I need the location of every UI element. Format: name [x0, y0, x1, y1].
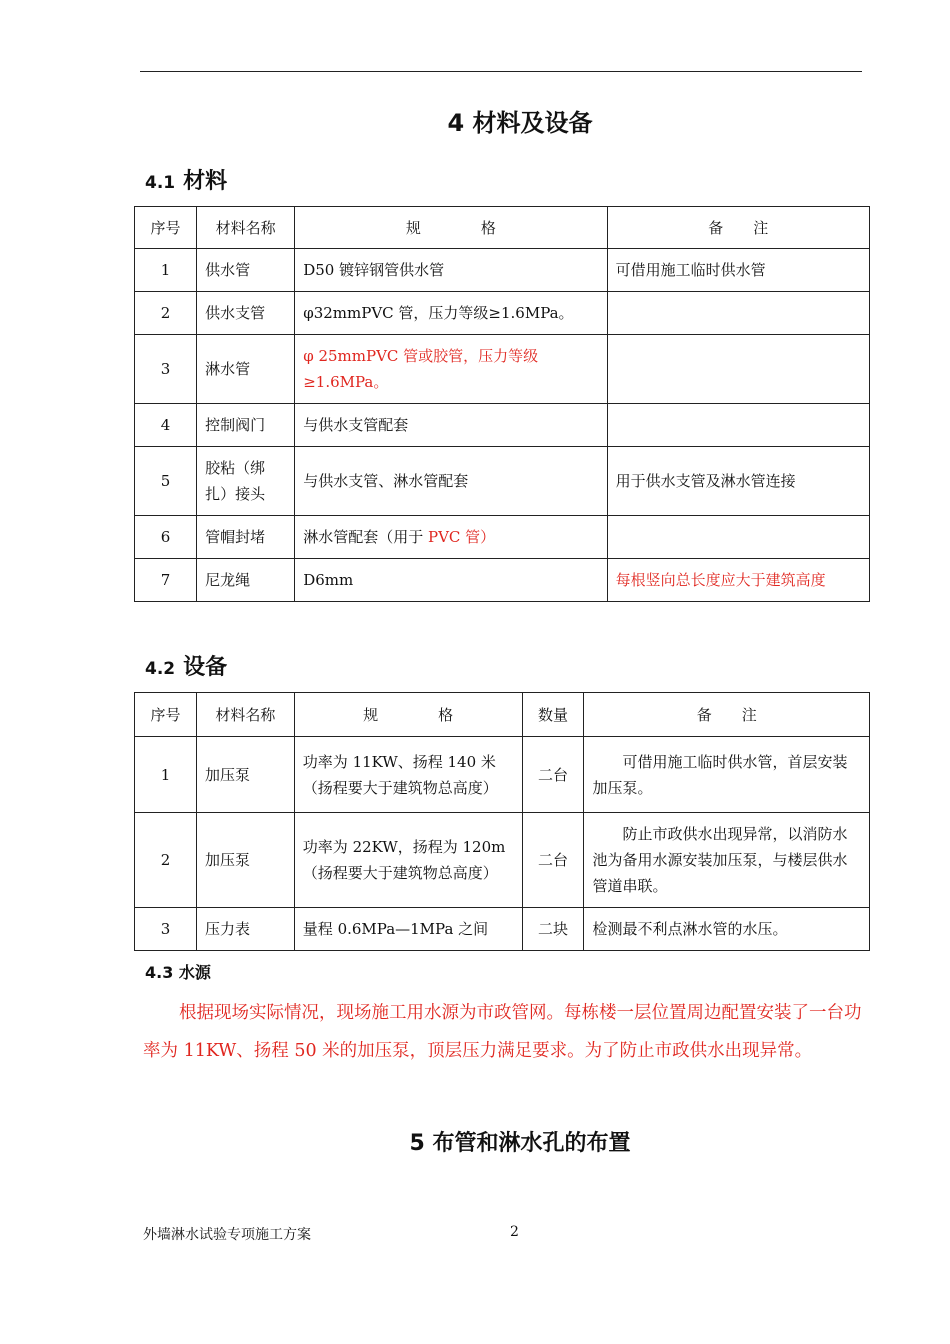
- cell-spec-line: 功率为 11KW、扬程 140 米: [302, 752, 496, 771]
- cell-qty: 二台: [522, 813, 584, 908]
- header-cell: 材料名称: [196, 693, 294, 737]
- table-row: [135, 737, 870, 813]
- cell-no: 6: [135, 516, 197, 559]
- cell-no: 5: [135, 447, 197, 516]
- header-cell: 序号: [135, 207, 197, 249]
- materials-heading: [145, 164, 227, 195]
- table-row: [135, 908, 870, 951]
- cell-name: 加压泵: [196, 737, 294, 813]
- cell-name: 尼龙绳: [197, 559, 295, 602]
- cell-spec-line: （扬程要大于建筑物总高度）: [302, 864, 498, 882]
- cell-spec: D50 镀锌钢管供水管: [295, 249, 607, 292]
- table-row: [135, 335, 870, 404]
- water-source-paragraph: 根据现场实际情况，现场施工用水源为市政管网。每栋楼一层位置周边配置安装了一台功率为 11KW、扬程 50 米的加压泵，顶层压力满足要求。为了防止市政供水出现异常。: [143, 1003, 862, 1061]
- cell-spec-line: （扬程要大于建筑物总高度）: [302, 778, 498, 797]
- cell-name: 加压泵: [196, 813, 294, 908]
- cell-name: 胶粘（绑扎）接头: [197, 447, 295, 516]
- table-row: [135, 447, 870, 516]
- equipment-heading-number: 4.2: [145, 659, 176, 679]
- equipment-heading-title: 设备: [183, 655, 228, 680]
- cell-no: 3: [135, 908, 197, 951]
- footer-title: 外墙淋水试验专项施工方案: [143, 1227, 311, 1243]
- materials-heading-number: 4.1: [145, 173, 176, 193]
- table-row: [135, 249, 870, 292]
- cell-spec: φ32mmPVC 管，压力等级≥1.6MPa。: [295, 292, 607, 335]
- cell-note: 检测最不利点淋水管的水压。: [584, 908, 870, 951]
- section-heading: 4 材料及设备: [447, 109, 593, 137]
- cell-name: 供水支管: [197, 292, 295, 335]
- next-section-heading: 5 布管和淋水孔的布置: [409, 1131, 631, 1156]
- header-cell: 材料名称: [197, 207, 295, 249]
- cell-spec: φ 25mmPVC 管或胶管，压力等级≥1.6MPa。: [295, 335, 607, 404]
- table-header-row: [135, 693, 870, 737]
- water-source-heading: 4.3 水源: [145, 963, 211, 982]
- cell-no: 1: [135, 249, 197, 292]
- cell-no: 4: [135, 404, 197, 447]
- table-header-row: [135, 207, 870, 249]
- table-row: [135, 813, 870, 908]
- cell-no: 7: [135, 559, 197, 602]
- table-row: [135, 516, 870, 559]
- equipment-table: [134, 692, 870, 951]
- cell-note: [607, 404, 869, 447]
- cell-spec: [294, 813, 522, 908]
- table-row: [135, 559, 870, 602]
- cell-note: 可借用施工临时供水管: [607, 249, 869, 292]
- cell-note: [607, 335, 869, 404]
- header-cell: 数量: [522, 693, 584, 737]
- cell-name: 管帽封堵: [197, 516, 295, 559]
- table-row: [135, 404, 870, 447]
- cell-spec-text: 淋水管配套（用于: [303, 528, 424, 546]
- materials-heading-title: 材料: [183, 169, 228, 194]
- cell-note: [607, 516, 869, 559]
- cell-name: 控制阀门: [197, 404, 295, 447]
- cell-spec-highlight: PVC 管）: [423, 528, 496, 546]
- cell-qty: 二块: [522, 908, 584, 951]
- equipment-heading: [145, 650, 227, 681]
- header-cell: 备 注: [584, 693, 870, 737]
- cell-spec: D6mm: [295, 559, 607, 602]
- cell-spec-line: 功率为 22KW，扬程为 120m: [302, 838, 506, 856]
- cell-no: 3: [135, 335, 197, 404]
- page-number: 2: [510, 1224, 519, 1240]
- cell-spec: [295, 516, 607, 559]
- header-cell: 规 格: [294, 693, 522, 737]
- header-cell: 备 注: [607, 207, 869, 249]
- cell-no: 2: [135, 813, 197, 908]
- cell-spec: 量程 0.6MPa—1MPa 之间: [294, 908, 522, 951]
- cell-spec: 与供水支管、淋水管配套: [295, 447, 607, 516]
- cell-spec: 与供水支管配套: [295, 404, 607, 447]
- cell-name: 压力表: [196, 908, 294, 951]
- cell-no: 2: [135, 292, 197, 335]
- table-row: [135, 292, 870, 335]
- cell-qty: 二台: [522, 737, 584, 813]
- cell-name: 供水管: [197, 249, 295, 292]
- header-cell: 序号: [135, 693, 197, 737]
- cell-note: 用于供水支管及淋水管连接: [607, 447, 869, 516]
- cell-spec: [294, 737, 522, 813]
- cell-name: 淋水管: [197, 335, 295, 404]
- cell-note: 可借用施工临时供水管，首层安装加压泵。: [584, 737, 870, 813]
- header-cell: 规 格: [295, 207, 607, 249]
- cell-note: 每根竖向总长度应大于建筑高度: [607, 559, 869, 602]
- cell-no: 1: [135, 737, 197, 813]
- materials-table: [134, 206, 870, 602]
- cell-note: [607, 292, 869, 335]
- header-rule: [140, 71, 862, 72]
- cell-note: 防止市政供水出现异常，以消防水池为备用水源安装加压泵，与楼层供水管道串联。: [584, 813, 870, 908]
